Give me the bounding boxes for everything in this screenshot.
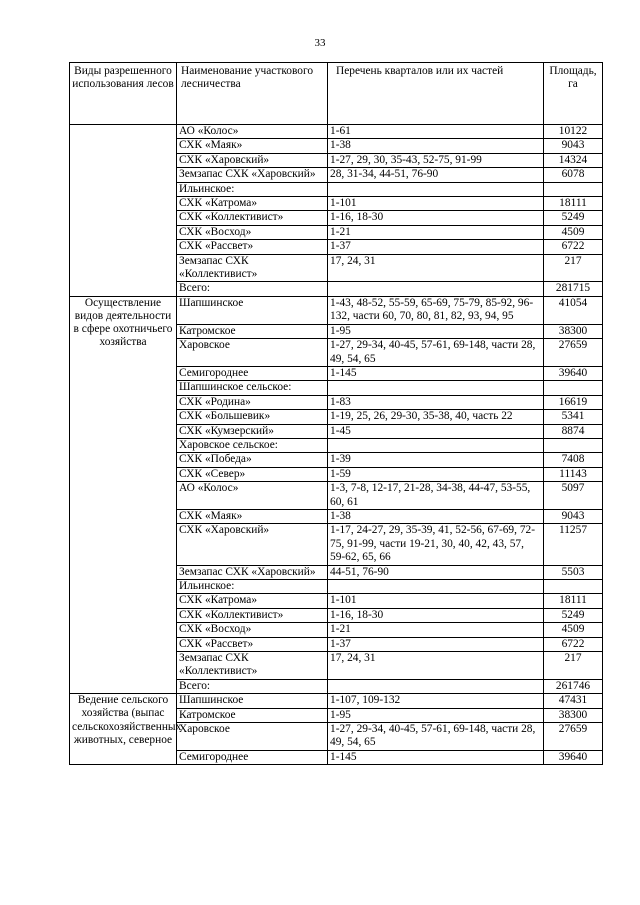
quarters-cell: 1-45 xyxy=(328,424,544,438)
quarters-cell: 1-27, 29, 30, 35-43, 52-75, 91-99 xyxy=(328,153,544,167)
area-cell: 9043 xyxy=(544,139,603,153)
quarters-cell: 1-16, 18-30 xyxy=(328,608,544,622)
forest-use-table xyxy=(69,62,603,765)
table-body xyxy=(70,125,603,765)
header-use-type: Виды разрешенного использования лесов xyxy=(70,63,177,125)
quarters-cell: 1-145 xyxy=(328,366,544,380)
plot-name-cell: Харовское xyxy=(177,339,328,367)
quarters-cell: 1-27, 29-34, 40-45, 57-61, 69-148, части 28, 49, 54, 65 xyxy=(328,723,544,751)
area-cell: 6722 xyxy=(544,637,603,651)
plot-name-cell: СХК «Родина» xyxy=(177,395,328,409)
plot-name-cell: СХК «Катрома» xyxy=(177,197,328,211)
plot-name-cell: Земзапас СХК «Коллективист» xyxy=(177,652,328,680)
area-cell: 41054 xyxy=(544,296,603,324)
page-number: 33 xyxy=(314,37,326,49)
plot-name-cell: Всего: xyxy=(177,282,328,296)
plot-name-cell: Шапшинское xyxy=(177,296,328,324)
plot-name-cell: Катромское xyxy=(177,708,328,722)
plot-name-cell: Катромское xyxy=(177,324,328,338)
area-cell: 10122 xyxy=(544,125,603,139)
plot-name-cell: СХК «Север» xyxy=(177,467,328,481)
area-cell: 14324 xyxy=(544,153,603,167)
plot-name-cell: СХК «Победа» xyxy=(177,453,328,467)
area-cell: 16619 xyxy=(544,395,603,409)
plot-name-cell: СХК «Харовский» xyxy=(177,153,328,167)
quarters-cell: 1-21 xyxy=(328,225,544,239)
area-cell: 11143 xyxy=(544,467,603,481)
quarters-cell: 1-107, 109-132 xyxy=(328,694,544,708)
area-cell: 27659 xyxy=(544,723,603,751)
plot-name-cell: СХК «Харовский» xyxy=(177,524,328,565)
quarters-cell: 1-95 xyxy=(328,324,544,338)
area-cell xyxy=(544,182,603,196)
area-cell: 6078 xyxy=(544,168,603,182)
quarters-cell: 1-145 xyxy=(328,750,544,764)
plot-name-cell: Ильинское: xyxy=(177,580,328,594)
area-cell: 217 xyxy=(544,254,603,282)
quarters-cell: 44-51, 76-90 xyxy=(328,565,544,579)
quarters-cell xyxy=(328,438,544,452)
quarters-cell: 17, 24, 31 xyxy=(328,652,544,680)
area-cell: 4509 xyxy=(544,623,603,637)
table-header-row xyxy=(70,63,603,125)
quarters-cell: 1-101 xyxy=(328,197,544,211)
plot-name-cell: АО «Колос» xyxy=(177,482,328,510)
area-cell: 39640 xyxy=(544,366,603,380)
area-cell: 5097 xyxy=(544,482,603,510)
plot-name-cell: СХК «Маяк» xyxy=(177,139,328,153)
area-cell: 5249 xyxy=(544,211,603,225)
plot-name-cell: СХК «Восход» xyxy=(177,225,328,239)
header-plot-name: Наименование участкового лесничества xyxy=(177,63,328,125)
area-cell: 18111 xyxy=(544,197,603,211)
area-cell: 5249 xyxy=(544,608,603,622)
area-cell xyxy=(544,580,603,594)
quarters-cell: 1-19, 25, 26, 29-30, 35-38, 40, часть 22 xyxy=(328,410,544,424)
area-cell: 5503 xyxy=(544,565,603,579)
quarters-cell: 1-21 xyxy=(328,623,544,637)
quarters-cell: 1-38 xyxy=(328,509,544,523)
area-cell: 5341 xyxy=(544,410,603,424)
quarters-cell xyxy=(328,679,544,693)
quarters-cell xyxy=(328,381,544,395)
table-row xyxy=(70,296,603,324)
area-cell xyxy=(544,438,603,452)
plot-name-cell: Шапшинское сельское: xyxy=(177,381,328,395)
quarters-cell: 17, 24, 31 xyxy=(328,254,544,282)
quarters-cell: 1-38 xyxy=(328,139,544,153)
area-cell xyxy=(544,381,603,395)
plot-name-cell: АО «Колос» xyxy=(177,125,328,139)
plot-name-cell: Шапшинское xyxy=(177,694,328,708)
area-cell: 9043 xyxy=(544,509,603,523)
quarters-cell xyxy=(328,580,544,594)
quarters-cell: 1-37 xyxy=(328,637,544,651)
plot-name-cell: СХК «Катрома» xyxy=(177,594,328,608)
area-cell: 39640 xyxy=(544,750,603,764)
plot-name-cell: СХК «Кумзерский» xyxy=(177,424,328,438)
quarters-cell: 1-17, 24-27, 29, 35-39, 41, 52-56, 67-69, 72-75, 91-99, части 19-21, 30, 40, 42, 43, 57, 59-62, 65, 66 xyxy=(328,524,544,565)
plot-name-cell: Земзапас СХК «Харовский» xyxy=(177,565,328,579)
plot-name-cell: СХК «Коллективист» xyxy=(177,608,328,622)
area-cell: 261746 xyxy=(544,679,603,693)
quarters-cell: 1-59 xyxy=(328,467,544,481)
plot-name-cell: Земзапас СХК «Харовский» xyxy=(177,168,328,182)
plot-name-cell: Всего: xyxy=(177,679,328,693)
quarters-cell: 1-27, 29-34, 40-45, 57-61, 69-148, части 28, 49, 54, 65 xyxy=(328,339,544,367)
plot-name-cell: Семигороднее xyxy=(177,366,328,380)
table-row xyxy=(70,694,603,708)
quarters-cell: 1-3, 7-8, 12-17, 21-28, 34-38, 44-47, 53-55, 60, 61 xyxy=(328,482,544,510)
header-quarters: Перечень кварталов или их частей xyxy=(328,63,544,125)
plot-name-cell: СХК «Коллективист» xyxy=(177,211,328,225)
quarters-cell xyxy=(328,282,544,296)
area-cell: 4509 xyxy=(544,225,603,239)
quarters-cell: 1-37 xyxy=(328,240,544,254)
quarters-cell: 1-16, 18-30 xyxy=(328,211,544,225)
area-cell: 38300 xyxy=(544,324,603,338)
table-row xyxy=(70,125,603,139)
area-cell: 217 xyxy=(544,652,603,680)
area-cell: 281715 xyxy=(544,282,603,296)
plot-name-cell: СХК «Большевик» xyxy=(177,410,328,424)
area-cell: 18111 xyxy=(544,594,603,608)
quarters-cell: 1-43, 48-52, 55-59, 65-69, 75-79, 85-92, 96-132, части 60, 70, 80, 81, 82, 93, 94, 95 xyxy=(328,296,544,324)
area-cell: 8874 xyxy=(544,424,603,438)
plot-name-cell: Ильинское: xyxy=(177,182,328,196)
quarters-cell: 1-101 xyxy=(328,594,544,608)
use-type-cell: Ведение сельского хозяйства (выпас сельскохозяйственных животных, северное xyxy=(70,694,177,765)
area-cell: 11257 xyxy=(544,524,603,565)
plot-name-cell: СХК «Восход» xyxy=(177,623,328,637)
quarters-cell: 28, 31-34, 44-51, 76-90 xyxy=(328,168,544,182)
use-type-cell: Осуществление видов деятельности в сфере охотничьего хозяйства xyxy=(70,296,177,693)
use-type-cell xyxy=(70,125,177,297)
quarters-cell: 1-39 xyxy=(328,453,544,467)
plot-name-cell: СХК «Рассвет» xyxy=(177,637,328,651)
plot-name-cell: СХК «Рассвет» xyxy=(177,240,328,254)
area-cell: 27659 xyxy=(544,339,603,367)
area-cell: 7408 xyxy=(544,453,603,467)
plot-name-cell: Харовское xyxy=(177,723,328,751)
header-area: Площадь, га xyxy=(544,63,603,125)
area-cell: 38300 xyxy=(544,708,603,722)
area-cell: 47431 xyxy=(544,694,603,708)
quarters-cell xyxy=(328,182,544,196)
quarters-cell: 1-61 xyxy=(328,125,544,139)
quarters-cell: 1-83 xyxy=(328,395,544,409)
quarters-cell: 1-95 xyxy=(328,708,544,722)
plot-name-cell: Земзапас СХК «Коллективист» xyxy=(177,254,328,282)
plot-name-cell: Харовское сельское: xyxy=(177,438,328,452)
area-cell: 6722 xyxy=(544,240,603,254)
plot-name-cell: Семигороднее xyxy=(177,750,328,764)
plot-name-cell: СХК «Маяк» xyxy=(177,509,328,523)
